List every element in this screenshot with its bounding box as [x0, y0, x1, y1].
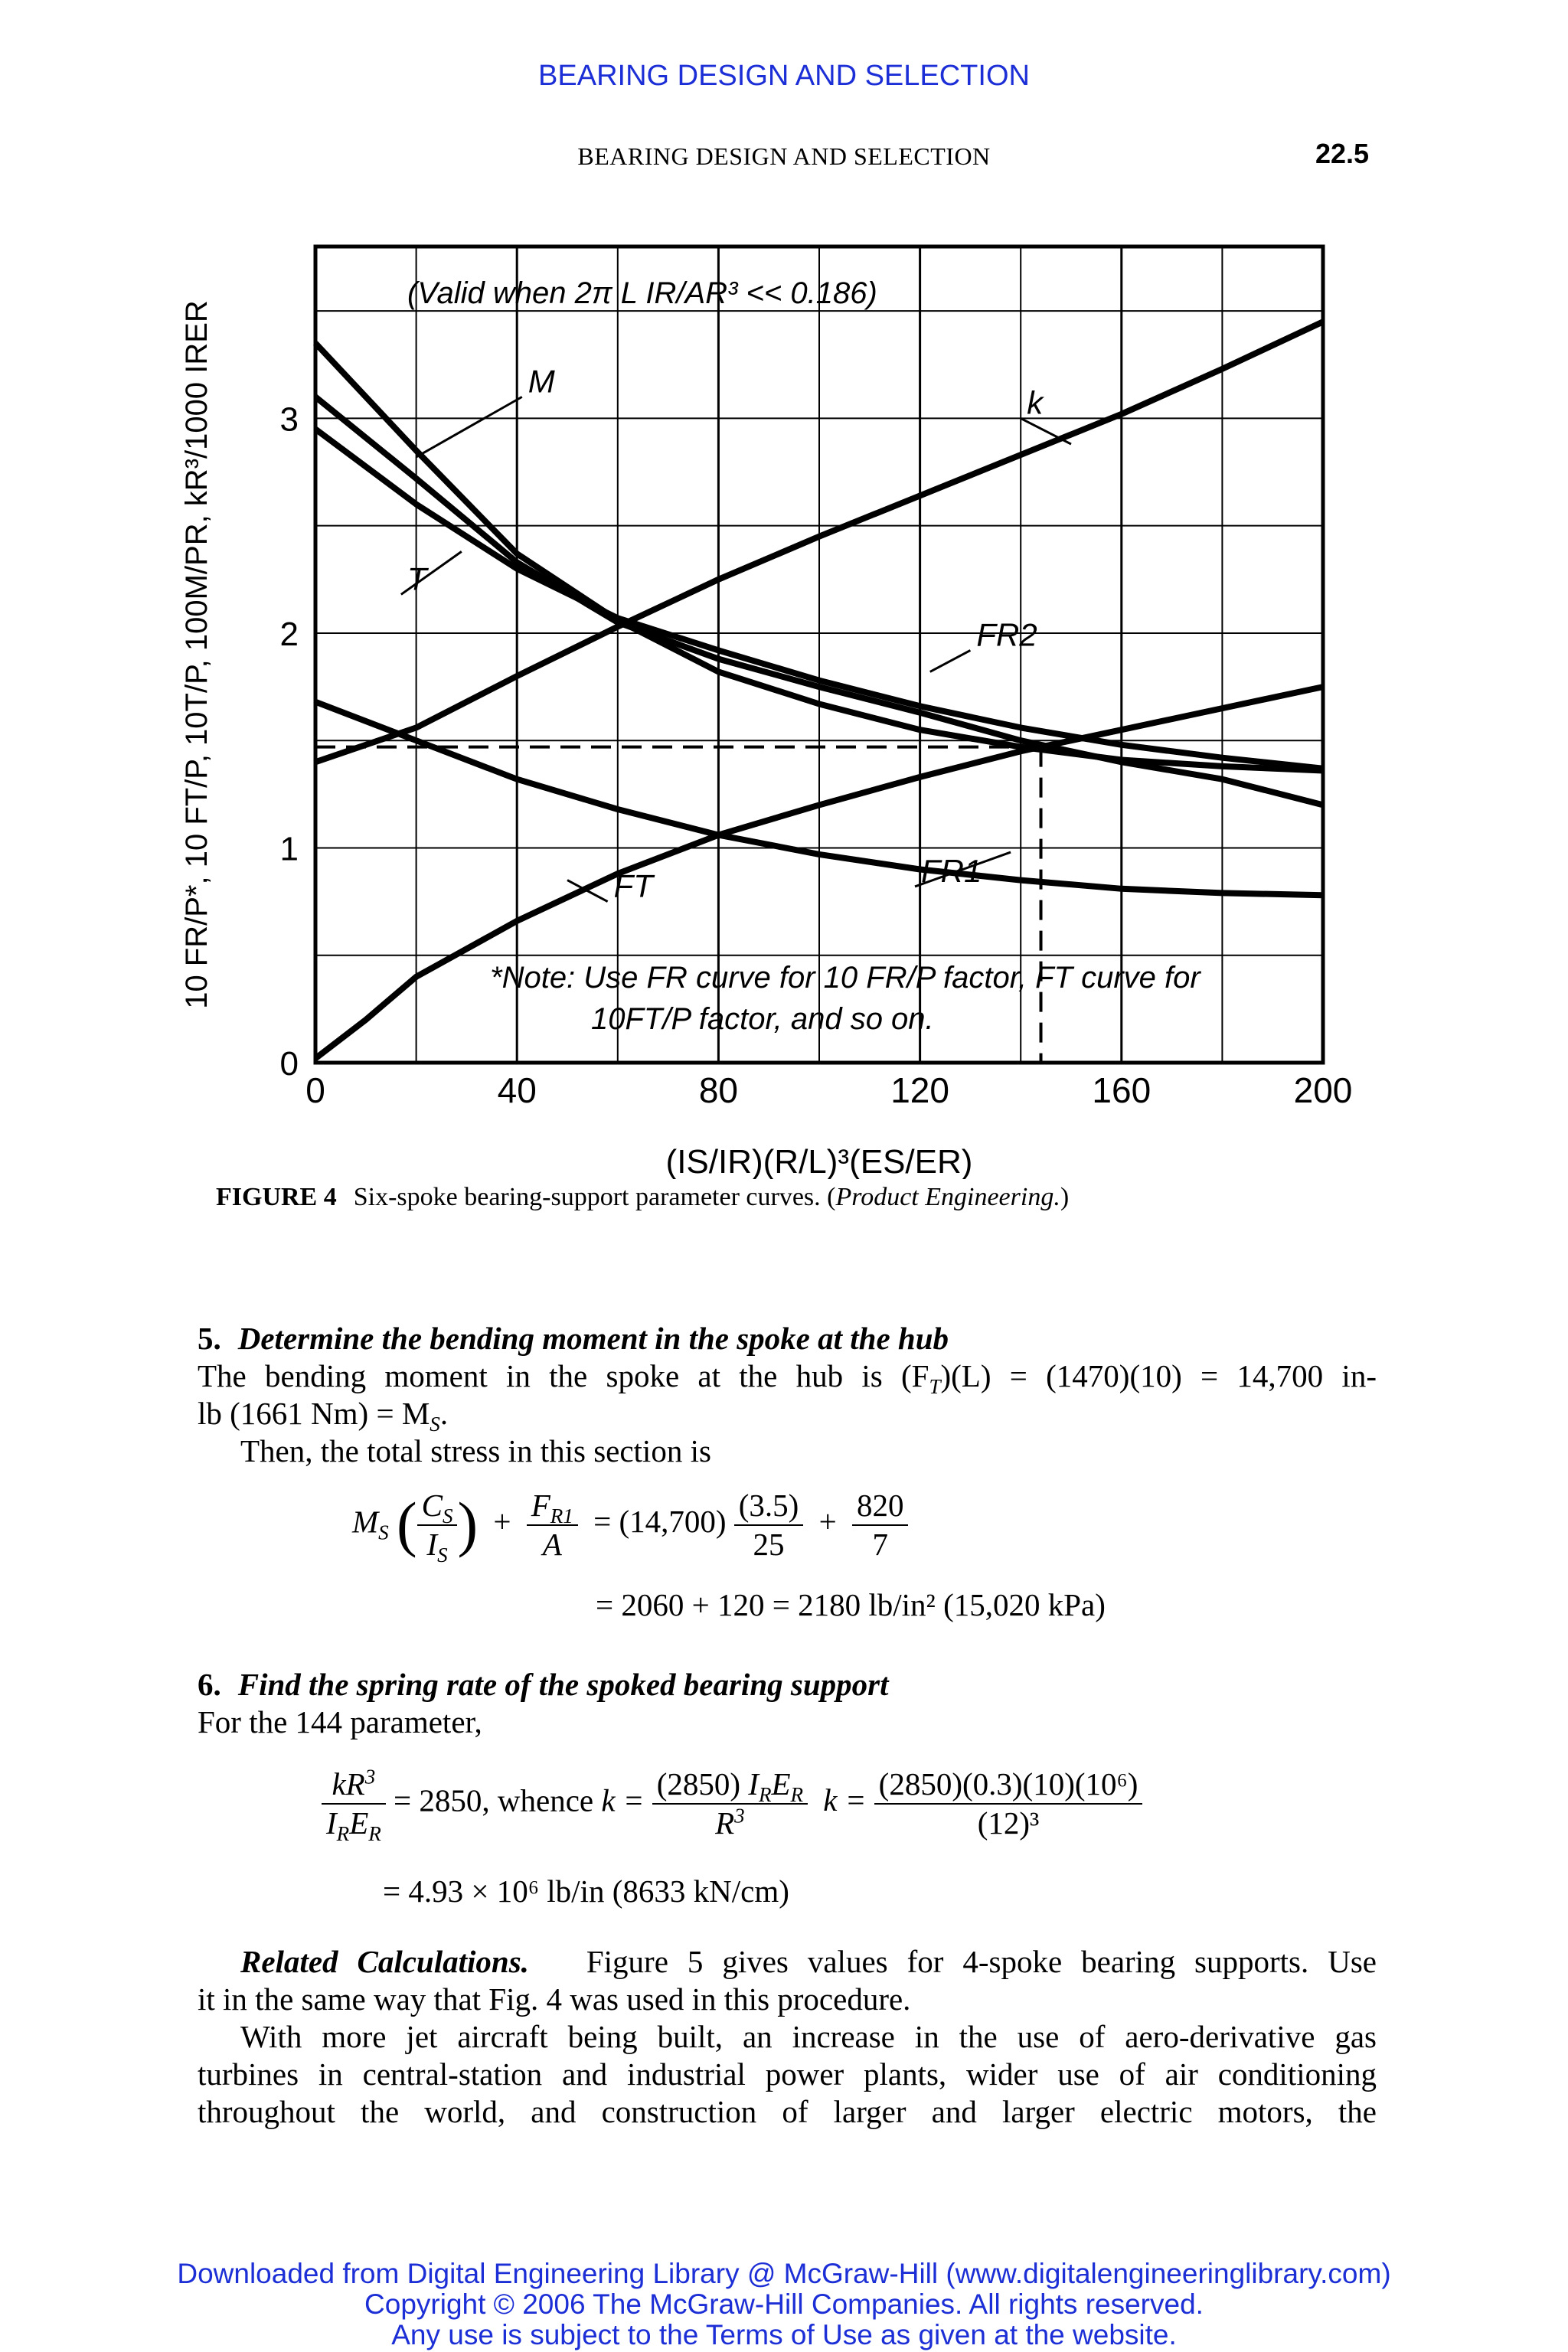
step-5-then: Then, the total stress in this section is: [240, 1433, 711, 1468]
footer-line-1: Downloaded from Digital Engineering Library @ McGraw-Hill (www.digitalengineeringlibrary.com): [177, 2258, 1391, 2289]
step-5-line-1-b: )(L) = (1470)(10) = 14,700 in-: [940, 1358, 1377, 1393]
eq1-paren-right: ): [457, 1491, 479, 1559]
eq1-mid: = (14,700): [593, 1504, 727, 1540]
x-tick-label: 120: [890, 1070, 949, 1110]
related-line-1: [198, 1943, 1377, 1981]
related-line-1-text: Figure 5 gives values for 4-spoke bearing supports. Use: [586, 1944, 1377, 1979]
figure-caption: [216, 1183, 1069, 1212]
eq1-frac-1: [734, 1487, 804, 1563]
eq2-kr3: $kR^3$: [322, 1766, 386, 1805]
running-head: BEARING DESIGN AND SELECTION: [577, 142, 991, 170]
eq2-irer-2: $I_RE_R$: [748, 1766, 804, 1807]
step-5-line-2-b: .: [439, 1396, 449, 1431]
x-tick-label: 200: [1293, 1070, 1353, 1110]
eq1-fr1-a: [527, 1487, 578, 1563]
eq1-plus-1: +: [493, 1504, 511, 1540]
fr2-curve-leader: [930, 650, 971, 671]
m-curve-leader: [416, 397, 522, 457]
step-6-title: Find the spring rate of the spoked bearing support: [237, 1667, 889, 1702]
k-curve-leader: [1021, 418, 1071, 444]
eq2-mid: = 2850, whence: [394, 1782, 594, 1818]
eq1-ms: M: [352, 1504, 379, 1540]
eq1-fr1: $F_{R1}$: [527, 1487, 578, 1526]
y-axis-label: 10 FR/P*, 10 FT/P, 10T/P, 100M/PR, kR³/1000 IRER: [180, 300, 214, 1009]
chart-svg: [153, 230, 1393, 1179]
eq1-n1: (3.5): [734, 1487, 804, 1526]
y-tick-label: 1: [279, 830, 299, 868]
eq2-r3: $R^3$: [715, 1804, 745, 1841]
eq2-n1: (2850): [656, 1766, 741, 1802]
equation-stress: [352, 1487, 908, 1567]
t-curve-label: T: [407, 560, 427, 597]
footer-line-2: Copyright © 2006 The McGraw-Hill Companies. All rights reserved.: [364, 2288, 1204, 2320]
eq1-paren-left: (: [396, 1491, 417, 1559]
fr2-curve-label: FR2: [976, 616, 1037, 653]
ft-curve-label: FT: [613, 867, 653, 904]
x-tick-label: 0: [305, 1070, 325, 1110]
copyright-footer: [0, 2259, 1568, 2350]
equation-spring-rate: [322, 1765, 1142, 1846]
eq1-n2: 820: [852, 1487, 909, 1526]
validity-note: (Valid when 2π L IR/AR³ << 0.186): [407, 276, 877, 310]
eq1-d2: 7: [872, 1527, 888, 1562]
figure-label: FIGURE 4: [216, 1183, 337, 1211]
step-5-line-2-a: lb (1661 Nm) = M: [198, 1396, 430, 1431]
figure-caption-text: Six-spoke bearing-support parameter curves. (: [353, 1183, 836, 1211]
eq1-d1: 25: [753, 1527, 785, 1562]
related-calculations: [198, 1943, 1377, 2131]
figure-caption-source: Product Engineering.: [835, 1183, 1060, 1211]
usage-note-line-1: *Note: Use FR curve for 10 FR/P factor, FT curve for: [490, 961, 1200, 995]
eq1-cs-is: [417, 1487, 458, 1567]
equation-stress-result: = 2060 + 120 = 2180 lb/in² (15,020 kPa): [596, 1587, 1106, 1622]
related-line-4: turbines in central-station and industrial power plants, wider use of air conditioning: [198, 2056, 1377, 2092]
eq2-frac-2: [874, 1766, 1143, 1842]
eq1-plus-2: +: [818, 1504, 837, 1540]
eq2-rhs-n: (2850)(0.3)(10)(10⁶): [874, 1766, 1143, 1805]
m-curve-label: M: [528, 363, 555, 400]
figure-4-chart: [153, 230, 1393, 1179]
x-tick-label: 40: [497, 1070, 537, 1110]
eq1-a: A: [542, 1527, 562, 1562]
eq2-frac-1: [652, 1766, 808, 1842]
step-5-title: Determine the bending moment in the spoke at the hub: [237, 1321, 949, 1356]
eq2-k2: k =: [823, 1782, 867, 1818]
eq2-k1: k =: [601, 1782, 645, 1818]
related-line-2: it in the same way that Fig. 4 was used in this procedure.: [198, 1981, 911, 2017]
step-6-section: [198, 1666, 1377, 1741]
step-5-section: [198, 1320, 1377, 1470]
eq2-irer: $I_RE_R$: [326, 1805, 381, 1846]
figure-caption-close: ): [1060, 1183, 1070, 1211]
y-tick-label: 3: [279, 400, 299, 439]
step-5-line-1: [198, 1357, 1377, 1399]
footer-line-3: Any use is subject to the Terms of Use as given at the website.: [391, 2319, 1177, 2350]
step-6-heading: [198, 1666, 1377, 1704]
y-tick-label: 0: [279, 1045, 299, 1083]
step-5-line-1-a: The bending moment in the spoke at the hub is (F: [198, 1358, 929, 1393]
step-5-line-1-sub: T: [929, 1375, 941, 1399]
eq1-cs: $C_S$: [417, 1487, 458, 1526]
related-line-3: With more jet aircraft being built, an increase in the use of aero-derivative gas: [240, 2019, 1377, 2054]
eq1-is: $I_S$: [426, 1527, 448, 1567]
step-5-line-2-sub: S: [430, 1413, 440, 1436]
fr1-curve-label: FR1: [921, 852, 982, 889]
eq2-n1-wrap: [652, 1766, 808, 1805]
step-5-number: 5.: [198, 1321, 221, 1356]
step-5-heading: [198, 1320, 1377, 1357]
x-tick-label: 160: [1092, 1070, 1152, 1110]
eq1-ms-sub: S: [378, 1521, 389, 1544]
related-line-5: throughout the world, and construction of larger and larger electric motors, the: [198, 2094, 1377, 2129]
step-6-number: 6.: [198, 1667, 221, 1702]
x-axis-label: (IS/IR)(R/L)³(ES/ER): [665, 1143, 973, 1179]
y-tick-label: 2: [279, 615, 299, 653]
download-banner-title: BEARING DESIGN AND SELECTION: [538, 60, 1030, 92]
eq2-rhs-d: (12)³: [977, 1805, 1040, 1841]
usage-note-line-2: 10FT/P factor, and so on.: [591, 1002, 934, 1036]
eq2-kr3-irer: [322, 1765, 386, 1846]
equation-spring-rate-result: = 4.93 × 10⁶ lb/in (8633 kN/cm): [383, 1873, 789, 1909]
page-number: 22.5: [1315, 138, 1370, 169]
k-curve-label: k: [1027, 384, 1044, 421]
step-5-line-2: [198, 1395, 1377, 1436]
related-title: Related Calculations.: [240, 1944, 529, 1979]
x-tick-label: 80: [698, 1070, 738, 1110]
step-6-line-1: For the 144 parameter,: [198, 1704, 482, 1740]
eq1-frac-2: [852, 1487, 909, 1563]
